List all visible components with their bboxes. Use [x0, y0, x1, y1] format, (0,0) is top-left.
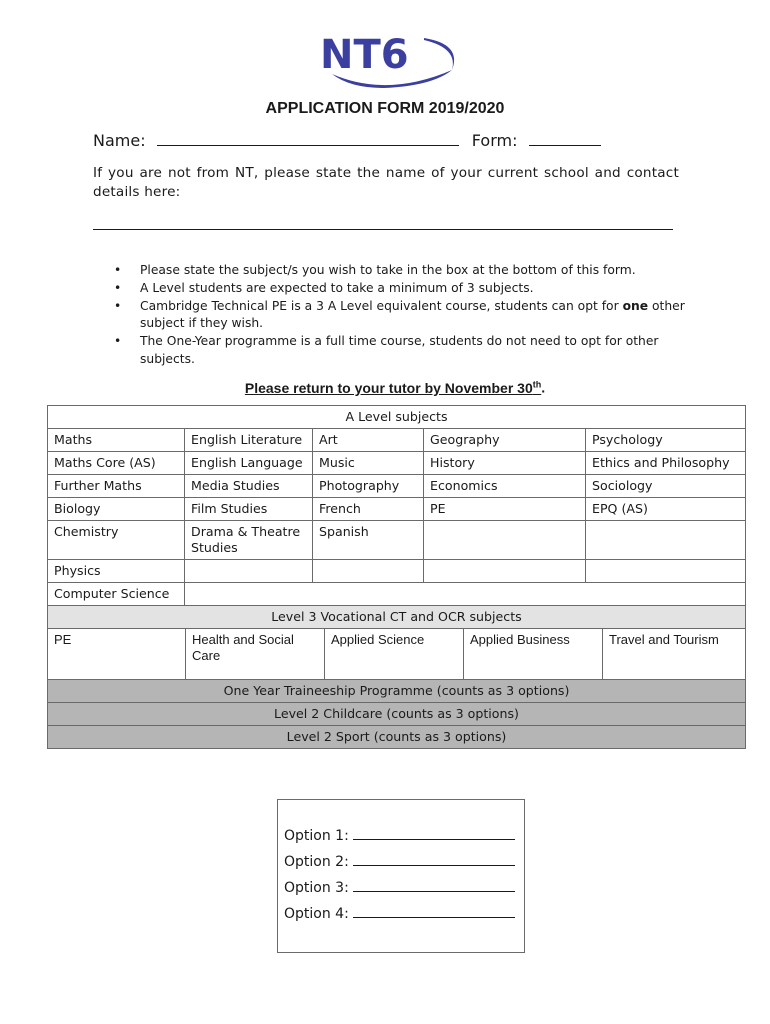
return-note-text: Please return to your tutor by November 30	[244, 379, 533, 396]
option-2-input[interactable]	[353, 852, 515, 866]
programme-row: Level 2 Sport (counts as 3 options)	[48, 726, 746, 749]
subject-cell: Further Maths	[48, 475, 185, 498]
vocational-header: Level 3 Vocational CT and OCR subjects	[48, 606, 746, 629]
intro-text: If you are not from NT, please state the name of your current school and contact details here:	[93, 165, 679, 200]
option-row	[284, 826, 515, 844]
subject-cell: Drama & Theatre Studies	[185, 521, 313, 560]
subject-cell	[424, 560, 586, 583]
vocational-cell: PE	[48, 629, 186, 679]
return-note-sup: th	[532, 379, 542, 389]
options-box	[277, 799, 525, 953]
name-form-row	[93, 131, 601, 150]
name-label: Name:	[93, 131, 146, 150]
return-note	[0, 379, 770, 396]
option-row	[284, 852, 515, 870]
subject-cell: Geography	[424, 429, 586, 452]
vocational-cell: Applied Science	[325, 629, 464, 679]
option-3-input[interactable]	[353, 878, 515, 892]
subject-cell	[185, 560, 313, 583]
subject-cell: Photography	[313, 475, 424, 498]
subject-cell: Ethics and Philosophy	[586, 452, 746, 475]
instruction-text: Cambridge Technical PE is a 3 A Level equivalent course, students can opt for	[140, 298, 623, 313]
option-label: Option 3:	[284, 880, 349, 896]
vocational-cell: Health and Social Care	[186, 629, 325, 679]
subject-cell	[586, 560, 746, 583]
name-input[interactable]	[157, 131, 459, 146]
subject-cell: EPQ (AS)	[586, 498, 746, 521]
programme-row: One Year Traineeship Programme (counts as 3 options)	[48, 680, 746, 703]
school-details-input[interactable]	[93, 229, 673, 230]
subject-cell: Physics	[48, 560, 185, 583]
subject-cell	[586, 521, 746, 560]
instruction-item: • Please state the subject/s you wish to take in the box at the bottom of this form.	[114, 262, 694, 280]
subject-cell: English Literature	[185, 429, 313, 452]
option-label: Option 2:	[284, 854, 349, 870]
page-title: APPLICATION FORM 2019/2020	[265, 100, 505, 117]
vocational-cell: Applied Business	[464, 629, 603, 679]
subject-cell: Art	[313, 429, 424, 452]
form-label: Form:	[471, 131, 518, 150]
option-row	[284, 904, 515, 922]
instruction-emphasis: one	[622, 298, 649, 313]
subject-cell: Chemistry	[48, 521, 185, 560]
subject-cell: History	[424, 452, 586, 475]
subject-cell: Film Studies	[185, 498, 313, 521]
subject-cell: Media Studies	[185, 475, 313, 498]
instructions-list	[114, 262, 694, 369]
subject-cell: French	[313, 498, 424, 521]
vocational-table	[48, 629, 745, 679]
return-note-end: .	[541, 379, 546, 396]
logo-text: NT6	[320, 32, 409, 78]
subject-cell: Music	[313, 452, 424, 475]
subjects-table	[47, 405, 746, 749]
instruction-item	[114, 298, 694, 334]
subject-cell: Sociology	[586, 475, 746, 498]
option-row	[284, 878, 515, 896]
subject-cell	[424, 521, 586, 560]
alevel-header: A Level subjects	[48, 406, 746, 429]
option-4-input[interactable]	[353, 904, 515, 918]
subject-cell: Economics	[424, 475, 586, 498]
subject-cell: PE	[424, 498, 586, 521]
instruction-item: • The One-Year programme is a full time course, students do not need to opt for other subjects.	[114, 333, 694, 369]
subject-cell	[185, 583, 746, 606]
option-label: Option 4:	[284, 906, 349, 922]
subject-cell: English Language	[185, 452, 313, 475]
subject-cell: Maths	[48, 429, 185, 452]
form-input[interactable]	[529, 131, 601, 146]
subject-cell: Psychology	[586, 429, 746, 452]
instruction-item: • A Level students are expected to take a minimum of 3 subjects.	[114, 280, 694, 298]
nt6-logo	[312, 26, 462, 92]
subject-cell	[313, 560, 424, 583]
subject-cell: Biology	[48, 498, 185, 521]
option-label: Option 1:	[284, 828, 349, 844]
option-1-input[interactable]	[353, 826, 515, 840]
instruction-text: other subject if they wish.	[140, 298, 685, 331]
subject-cell: Computer Science	[48, 583, 185, 606]
programme-row: Level 2 Childcare (counts as 3 options)	[48, 703, 746, 726]
subject-cell: Maths Core (AS)	[48, 452, 185, 475]
vocational-cell: Travel and Tourism	[609, 632, 719, 647]
subject-cell: Spanish	[313, 521, 424, 560]
